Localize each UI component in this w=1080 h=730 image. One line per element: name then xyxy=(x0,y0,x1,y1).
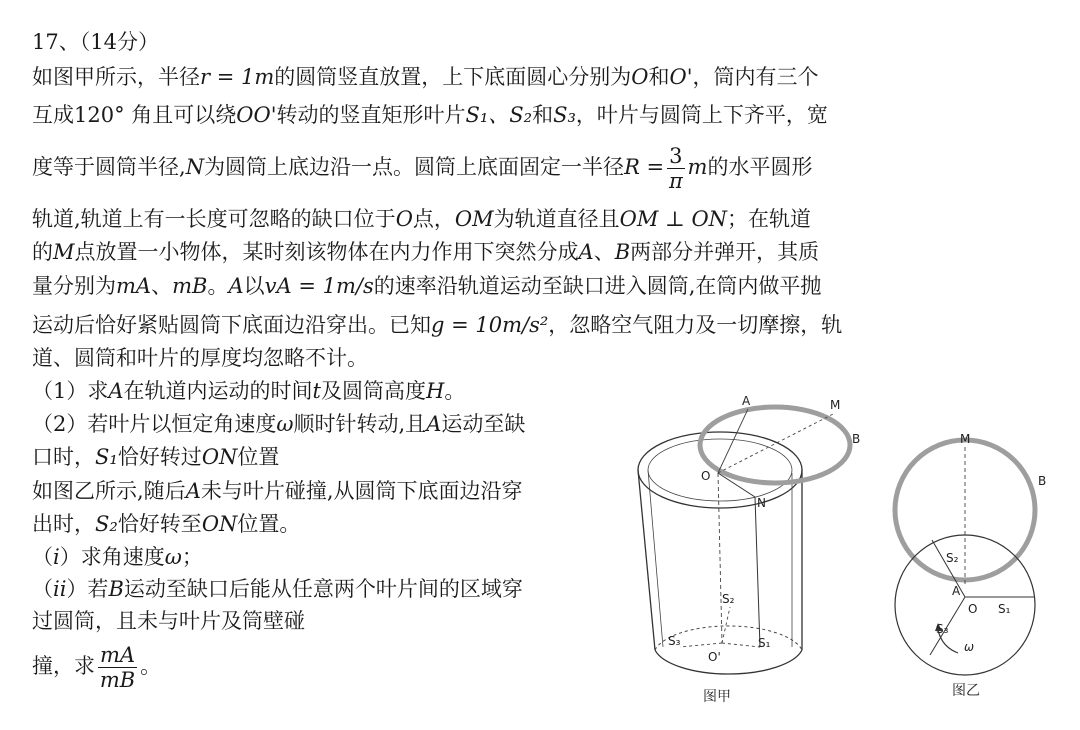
fraction-3-over-pi: $\frac{3}{\pi}$ xyxy=(668,144,683,193)
caption-yi: 图乙 xyxy=(952,683,980,699)
label-M: M xyxy=(960,432,971,446)
blade-s2 xyxy=(722,607,730,643)
question-2-i: （i）求角速度ω； xyxy=(32,545,203,569)
problem-heading: 17、（14分） xyxy=(32,30,159,54)
label-O: O xyxy=(968,602,978,616)
cylinder-bottom-front xyxy=(655,650,802,674)
fraction-mA-over-mB: $\frac{mA}{mB}$ xyxy=(99,643,136,692)
question-2-ii-line-3: 撞，求 $\frac{mA}{mB}$ 。 xyxy=(32,643,162,692)
label-A: A xyxy=(742,394,751,408)
caption-jia: 图甲 xyxy=(703,689,731,705)
question-2-line-4: 出时，S₂恰好转至ON位置。 xyxy=(32,512,301,536)
blade-s1 xyxy=(722,643,760,647)
question-2-ii-line-1: （ii）若B运动至缺口后能从任意两个叶片间的区域穿 xyxy=(32,577,523,601)
text-line-6: 量分别为mA、mB。A以vA = 1m/s的速率沿轨道运动至缺口进入圆筒,在筒内做平抛 xyxy=(32,274,822,298)
blade-s3 xyxy=(680,643,722,647)
text-line-3: 度等于圆筒半径,N为圆筒上底边沿一点。圆筒上底面固定一半径R = $\frac{3}{\pi}$ m的水平圆形 xyxy=(32,144,813,193)
label-Oprime: O' xyxy=(708,650,721,664)
label-B: B xyxy=(1038,474,1047,488)
label-S1: S₁ xyxy=(758,636,771,650)
text-line-8: 道、圆筒和叶片的厚度均忽略不计。 xyxy=(32,346,368,370)
question-2-line-1: （2）若叶片以恒定角速度ω顺时针转动,且A运动至缺 xyxy=(32,412,526,436)
text-line-2: 互成120° 角且可以绕OO'转动的竖直矩形叶片S₁、S₂和S₃，叶片与圆筒上下齐平，宽 xyxy=(32,103,828,127)
blade-line-2 xyxy=(755,497,760,647)
figure-yi xyxy=(880,425,1070,720)
cylinder-left-wall xyxy=(638,470,655,650)
text-line-4: 轨道,轨道上有一长度可忽略的缺口位于O点，OM为轨道直径且OM ⊥ ON；在轨道 xyxy=(32,207,812,231)
text-line-7: 运动后恰好紧贴圆筒下底面边沿穿出。已知g = 10m/s²，忽略空气阻力及一切摩擦，轨 xyxy=(32,313,843,337)
label-S3: S₃ xyxy=(668,634,681,648)
label-N: N xyxy=(757,496,766,510)
question-1: （1）求A在轨道内运动的时间t及圆筒高度H。 xyxy=(32,379,466,403)
label-S2: S₂ xyxy=(722,592,735,606)
text-line-5: 的M点放置一小物体，某时刻该物体在内力作用下突然分成A、B两部分并弹开，其质 xyxy=(32,240,820,264)
track-ring xyxy=(700,407,850,483)
text-line-1: 如图甲所示，半径r = 1m的圆筒竖直放置，上下底面圆心分别为O和O'，筒内有三个 xyxy=(32,65,819,89)
label-M: M xyxy=(830,398,841,412)
label-S1: S₁ xyxy=(998,602,1011,616)
label-A: A xyxy=(952,584,961,598)
question-2-line-3: 如图乙所示,随后A未与叶片碰撞,从圆筒下底面边沿穿 xyxy=(32,479,523,503)
axis-OOprime xyxy=(718,473,722,643)
label-S3: S₃ xyxy=(936,622,949,636)
label-omega: ω xyxy=(964,640,975,654)
label-O: O xyxy=(701,469,711,483)
question-2-line-2: 口时，S₁恰好转过ON位置 xyxy=(32,445,280,469)
label-B: B xyxy=(852,432,861,446)
label-S2: S₂ xyxy=(946,551,959,565)
figure-jia xyxy=(630,385,880,715)
question-2-ii-line-2: 过圆筒，且未与叶片及筒壁碰 xyxy=(32,609,305,633)
